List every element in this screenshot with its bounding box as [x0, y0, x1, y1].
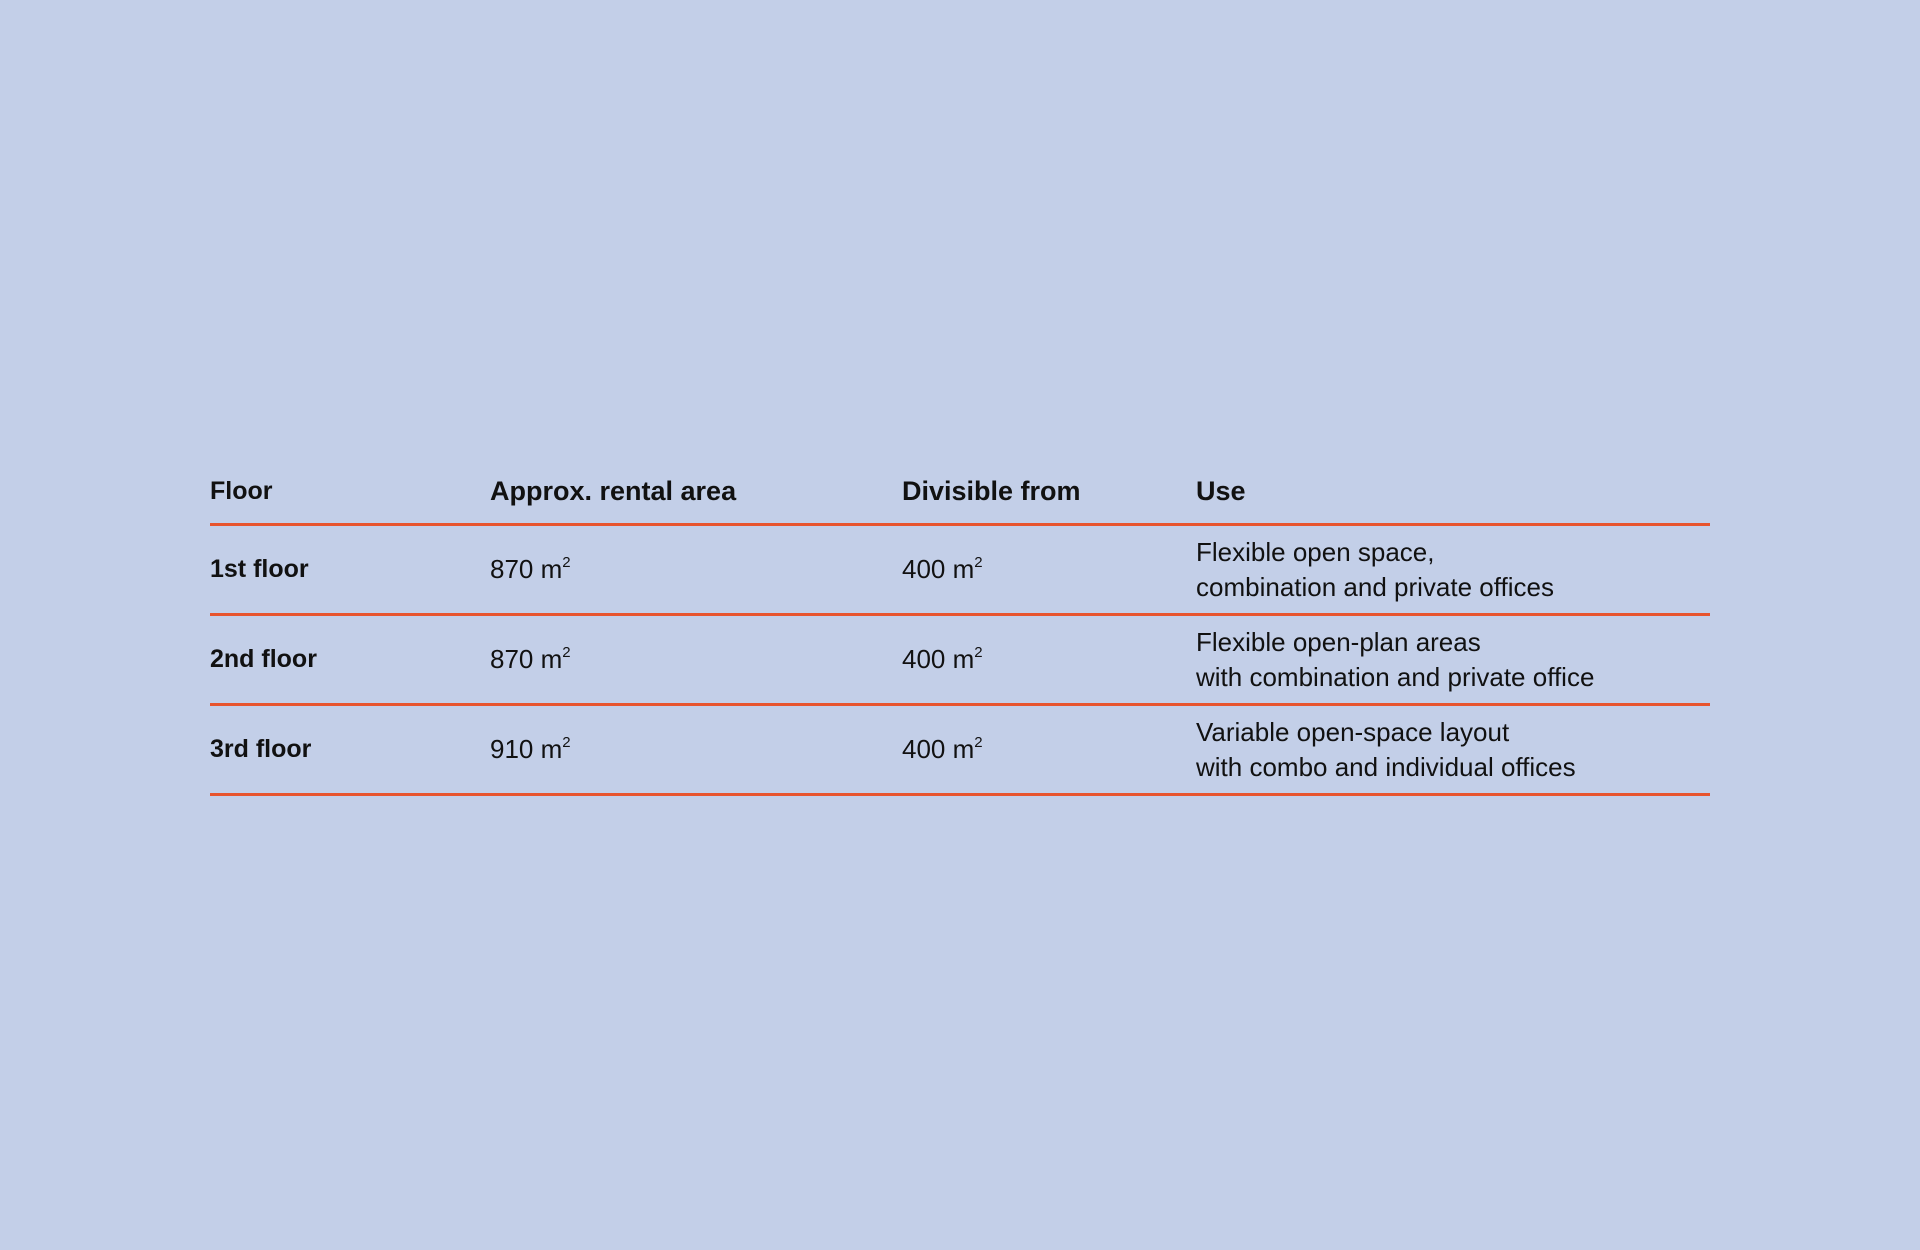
divisible-from-exponent: 2 — [974, 644, 983, 661]
divisible-from-exponent: 2 — [974, 734, 983, 751]
use-cell — [1196, 715, 1710, 785]
header-divisible-from: Divisible from — [902, 476, 1081, 506]
use-line-2: with combo and individual offices — [1196, 751, 1576, 782]
divisible-from-cell — [902, 552, 1196, 587]
table-row — [210, 526, 1710, 616]
floor-cell: 1st floor — [210, 555, 309, 583]
use-line-1: Flexible open-plan areas — [1196, 626, 1481, 657]
rental-area-value: 910 m — [490, 734, 563, 764]
divisible-from-cell — [902, 732, 1196, 767]
table-row — [210, 616, 1710, 706]
table-header-row — [210, 470, 1710, 526]
divisible-from-exponent: 2 — [974, 554, 983, 571]
table-row — [210, 706, 1710, 796]
rental-area-cell — [490, 732, 902, 767]
floor-cell: 2nd floor — [210, 645, 317, 673]
header-rental-area: Approx. rental area — [490, 476, 737, 506]
rental-area-value: 870 m — [490, 554, 563, 584]
use-cell — [1196, 625, 1710, 695]
use-line-1: Flexible open space, — [1196, 536, 1435, 567]
rental-area-exponent: 2 — [562, 734, 571, 751]
rental-area-exponent: 2 — [562, 644, 571, 661]
use-line-2: combination and private offices — [1196, 571, 1554, 602]
divisible-from-cell — [902, 642, 1196, 677]
floor-cell: 3rd floor — [210, 735, 312, 763]
header-floor: Floor — [210, 477, 273, 505]
divisible-from-value: 400 m — [902, 734, 975, 764]
divisible-from-value: 400 m — [902, 644, 975, 674]
use-line-1: Variable open-space layout — [1196, 716, 1510, 747]
use-line-2: with combination and private office — [1196, 661, 1595, 692]
header-use: Use — [1196, 476, 1246, 506]
rental-area-value: 870 m — [490, 644, 563, 674]
floor-rental-table — [210, 470, 1710, 796]
use-cell — [1196, 535, 1710, 605]
rental-area-exponent: 2 — [562, 554, 571, 571]
rental-area-cell — [490, 552, 902, 587]
divisible-from-value: 400 m — [902, 554, 975, 584]
rental-area-cell — [490, 642, 902, 677]
